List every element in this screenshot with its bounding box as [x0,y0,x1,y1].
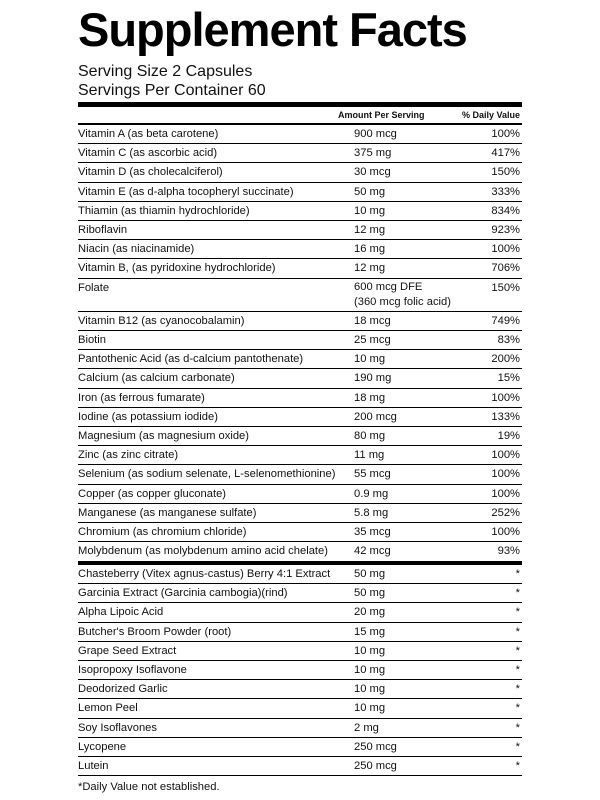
nutrient-daily-value: * [515,683,520,696]
panel-title: Supplement Facts [78,3,467,56]
nutrient-amount-line: 10 mg [354,353,386,366]
top-divider [78,102,522,107]
nutrient-row [78,738,522,757]
nutrient-amount-line: 12 mg [354,262,386,275]
nutrient-daily-value: * [515,568,520,580]
servings-per-container: Servings Per Container 60 [78,82,266,99]
nutrient-daily-value: 100% [491,391,520,404]
nutrient-daily-value: * [515,740,520,753]
nutrient-row [78,542,522,561]
nutrient-amount [354,523,391,541]
nutrient-daily-value: 923% [491,223,520,236]
nutrient-name: Biotin [78,334,106,347]
nutrient-name: Lycopene [78,740,127,753]
nutrient-daily-value: * [515,702,520,715]
nutrient-row [78,465,522,484]
nutrient-name: Vitamin D (as cholecalciferol) [78,166,223,179]
nutrient-amount-line: 15 mg [354,625,386,638]
nutrient-daily-value: 200% [491,353,520,366]
nutrient-amount [354,699,385,717]
nutrient-amount [354,504,388,522]
nutrient-row [78,259,522,278]
nutrient-name: Butcher's Broom Powder (root) [78,625,232,638]
nutrient-daily-value: 100% [491,243,520,256]
nutrient-amount [354,389,385,407]
nutrient-amount-line: 10 mg [354,702,386,715]
nutrient-amount-line: 200 mcg [354,410,397,423]
nutrient-name: Grape Seed Extract [78,644,177,657]
nutrient-amount-line: 16 mg [354,243,386,256]
nutrient-amount [354,542,391,560]
nutrient-row [78,369,522,388]
nutrient-row [78,603,522,622]
nutrient-daily-value: * [515,663,520,676]
nutrient-amount-line: 42 mcg [354,545,391,558]
nutrient-amount [354,680,385,698]
nutrient-row [78,202,522,221]
nutrient-row [78,125,522,144]
nutrient-amount-line: 55 mcg [354,468,391,481]
nutrient-row [78,163,522,182]
nutrient-amount [354,485,388,503]
nutrient-amount [354,719,379,737]
nutrient-amount-line: 190 mg [354,372,392,385]
nutrient-amount-line: 10 mg [354,663,386,676]
nutrient-amount [354,331,391,349]
nutrient-name: Lutein [78,759,109,772]
nutrient-row [78,240,522,259]
nutrient-row [78,312,522,331]
nutrient-name: Chasteberry (Vitex agnus-castus) Berry 4:1 Extract [78,568,331,580]
nutrient-row [78,350,522,369]
nutrient-amount-line: 25 mcg [354,334,391,347]
nutrient-name: Alpha Lipoic Acid [78,606,164,619]
nutrient-amount-line: 250 mcg [354,740,397,753]
nutrient-name: Niacin (as niacinamide) [78,243,195,256]
nutrient-amount-line: 10 mg [354,644,386,657]
nutrient-daily-value: * [515,721,520,734]
supplement-facts-panel [78,0,522,800]
nutrient-daily-value: 19% [497,430,520,443]
nutrient-amount-line: 10 mg [354,683,386,696]
nutrient-daily-value: 100% [491,525,520,538]
nutrient-amount [354,163,391,181]
nutrient-amount [354,584,385,602]
nutrient-daily-value: 15% [497,372,520,385]
nutrient-name: Magnesium (as magnesium oxide) [78,430,249,443]
serving-size: Serving Size 2 Capsules [78,63,253,80]
nutrient-row [78,221,522,240]
nutrient-amount-line: 10 mg [354,204,386,217]
nutrient-amount [354,350,385,368]
nutrient-amount-line: 375 mg [354,147,392,160]
nutrient-row [78,183,522,202]
nutrient-amount [354,565,385,583]
nutrient-amount-line: 2 mg [354,721,379,734]
nutrient-amount-line: 600 mcg DFE [354,280,423,293]
nutrient-daily-value: 150% [491,166,520,179]
nutrient-daily-value: 100% [491,128,520,140]
nutrient-name: Vitamin B, (as pyridoxine hydrochloride) [78,262,276,275]
nutrient-name: Pantothenic Acid (as d-calcium pantothenate) [78,353,304,366]
nutrient-daily-value: 83% [497,334,520,347]
nutrient-daily-value: 150% [491,281,520,294]
nutrient-row [78,389,522,408]
nutrient-daily-value: 100% [491,449,520,462]
nutrient-name: Deodorized Garlic [78,683,168,696]
nutrient-amount-line: 0.9 mg [354,487,389,500]
nutrient-amount [354,280,451,310]
nutrient-amount [354,183,385,201]
nutrient-daily-value: 252% [491,506,520,519]
nutrient-name: Vitamin C (as ascorbic acid) [78,147,218,160]
nutrient-daily-value: 749% [491,314,520,327]
nutrient-daily-value: * [515,644,520,657]
nutrient-amount-line: 18 mcg [354,314,391,327]
nutrient-amount-line: 30 mcg [354,166,391,179]
nutrient-daily-value: * [515,587,520,600]
nutrient-name: Calcium (as calcium carbonate) [78,372,235,385]
nutrient-amount-note: (360 mcg folic acid) [354,295,451,308]
nutrient-amount [354,125,397,143]
nutrient-row [78,485,522,504]
nutrient-amount-line: 900 mcg [354,128,397,140]
nutrient-amount [354,642,385,660]
nutrient-name: Vitamin E (as d-alpha tocopheryl succinate) [78,185,294,198]
nutrient-amount [354,312,391,330]
nutrient-row [78,719,522,738]
nutrient-amount-line: 80 mg [354,430,386,443]
nutrient-amount [354,446,384,464]
nutrient-daily-value: 100% [491,468,520,481]
nutrient-daily-value: * [515,606,520,619]
nutrient-amount-line: 18 mg [354,391,386,404]
nutrient-amount [354,144,391,162]
nutrient-amount [354,738,397,756]
nutrient-amount [354,221,385,239]
nutrient-name: Folate [78,281,110,294]
nutrient-daily-value: 333% [491,185,520,198]
nutrient-row [78,279,522,312]
nutrient-daily-value: * [515,759,520,772]
nutrient-amount [354,259,385,277]
daily-value-column-header: % Daily Value [461,110,520,120]
nutrient-amount-line: 50 mg [354,185,386,198]
nutrient-row [78,331,522,350]
nutrient-name: Manganese (as manganese sulfate) [78,506,257,519]
nutrient-amount-line: 11 mg [354,449,385,462]
nutrient-amount-line: 35 mcg [354,525,391,538]
vitamin-mineral-list [78,125,522,561]
nutrient-amount [354,623,385,641]
nutrient-amount-line: 50 mg [354,587,386,600]
nutrient-name: Molybdenum (as molybdenum amino acid chelate) [78,545,328,558]
nutrient-daily-value: * [515,625,520,638]
nutrient-name: Riboflavin [78,223,128,236]
nutrient-row [78,623,522,642]
nutrient-row [78,144,522,163]
nutrient-row [78,446,522,465]
nutrient-name: Lemon Peel [78,702,138,715]
nutrient-daily-value: 100% [491,487,520,500]
nutrient-name: Iodine (as potassium iodide) [78,410,218,423]
nutrient-name: Selenium (as sodium selenate, L-selenomethionine) [78,468,336,481]
amount-column-header: Amount Per Serving [338,110,425,120]
nutrient-daily-value: 93% [497,545,520,558]
nutrient-name: Soy Isoflavones [78,721,157,734]
nutrient-name: Thiamin (as thiamin hydrochloride) [78,204,250,217]
nutrient-row [78,427,522,446]
nutrient-amount [354,661,385,679]
nutrient-daily-value: 417% [491,147,520,160]
nutrient-daily-value: 834% [491,204,520,217]
nutrient-name: Copper (as copper gluconate) [78,487,227,500]
nutrient-row [78,504,522,523]
footnote: *Daily Value not established. [78,781,220,793]
nutrient-amount-line: 5.8 mg [354,506,389,519]
nutrient-row [78,661,522,680]
nutrient-daily-value: 133% [491,410,520,423]
nutrient-name: Isopropoxy Isoflavone [78,663,187,676]
nutrient-name: Chromium (as chromium chloride) [78,525,247,538]
nutrient-row [78,757,522,776]
nutrient-amount-line: 250 mcg [354,759,397,772]
nutrient-name: Vitamin A (as beta carotene) [78,128,219,140]
nutrient-amount [354,369,391,387]
nutrient-amount [354,603,385,621]
other-ingredient-list [78,565,522,776]
nutrient-amount [354,465,391,483]
nutrient-row [78,523,522,542]
nutrient-name: Iron (as ferrous fumarate) [78,391,205,404]
nutrient-amount-line: 20 mg [354,606,386,619]
nutrient-amount [354,757,397,775]
nutrient-name: Vitamin B12 (as cyanocobalamin) [78,314,245,327]
nutrient-row [78,584,522,603]
nutrient-amount [354,427,385,445]
nutrient-row [78,642,522,661]
nutrient-name: Garcinia Extract (Garcinia cambogia)(rind) [78,587,288,600]
nutrient-row [78,699,522,718]
nutrient-amount-line: 50 mg [354,568,386,580]
nutrient-row [78,565,522,584]
nutrient-row [78,408,522,427]
nutrient-amount [354,240,385,258]
nutrient-row [78,680,522,699]
nutrient-name: Zinc (as zinc citrate) [78,449,179,462]
nutrient-amount [354,202,385,220]
nutrient-amount-line: 12 mg [354,223,386,236]
nutrient-daily-value: 706% [491,262,520,275]
nutrient-amount [354,408,397,426]
